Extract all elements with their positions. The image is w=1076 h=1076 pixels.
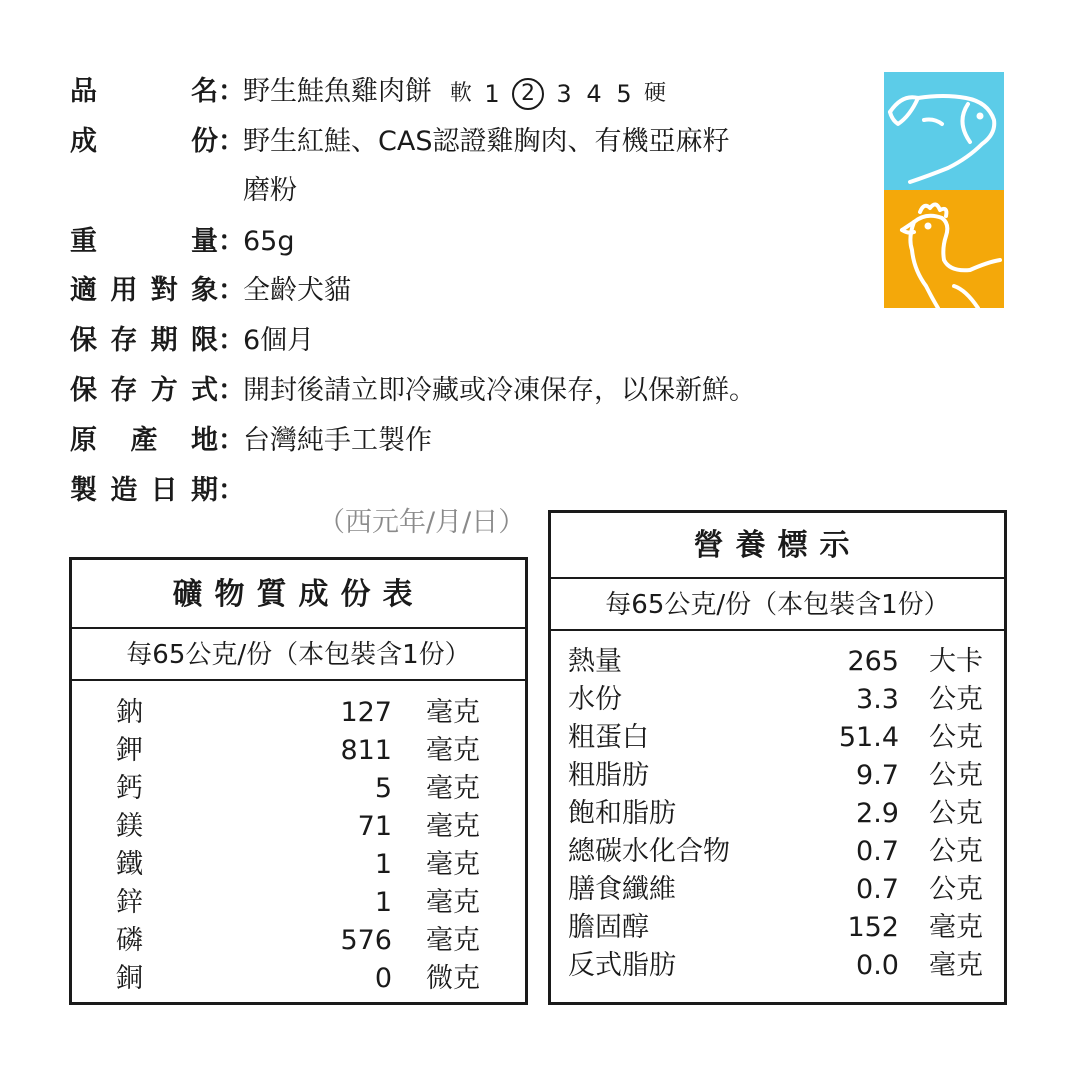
nutrient-name: 飽和脂肪 xyxy=(568,798,676,829)
label-char: 原 xyxy=(70,425,97,456)
nutrient-unit: 毫克 xyxy=(929,950,983,981)
label-char: 方 xyxy=(150,375,178,406)
texture-scale xyxy=(450,74,666,114)
mineral-value: 1 xyxy=(374,849,392,880)
nutrient-value: 152 xyxy=(847,912,899,943)
nutrient-name: 粗脂肪 xyxy=(568,760,649,791)
nutrient-name: 水份 xyxy=(568,684,622,715)
colon: ： xyxy=(218,126,245,157)
mineral-unit: 毫克 xyxy=(426,735,480,766)
nutrient-row xyxy=(551,643,1004,681)
mineral-row xyxy=(72,960,525,998)
nutrient-name: 反式脂肪 xyxy=(568,950,676,981)
colon: ： xyxy=(218,425,245,456)
nutrition-table-serving: 每65公克/份（本包裝含1份） xyxy=(551,579,1004,631)
mineral-table xyxy=(69,557,528,1005)
nutrient-unit: 公克 xyxy=(929,798,983,829)
label-char: 名 xyxy=(191,76,218,107)
texture-levels xyxy=(482,74,634,114)
nutrient-name: 熱量 xyxy=(568,646,622,677)
mineral-row xyxy=(72,732,525,770)
nutrient-name: 總碳水化合物 xyxy=(568,836,730,867)
nutrient-value: 9.7 xyxy=(856,760,899,791)
nutrient-row xyxy=(551,833,1004,871)
texture-level: 3 xyxy=(556,80,572,108)
label-char: 品 xyxy=(70,76,97,107)
weight-value: 65g xyxy=(243,226,295,257)
label-char: 象 xyxy=(190,275,218,306)
mineral-name: 銅 xyxy=(116,963,143,994)
nutrient-name: 膽固醇 xyxy=(568,912,649,943)
label-char: 量 xyxy=(191,226,218,257)
mineral-name: 鈉 xyxy=(116,697,143,728)
mineral-value: 811 xyxy=(340,735,392,766)
nutrient-value: 3.3 xyxy=(856,684,899,715)
texture-soft-label: 軟 xyxy=(450,81,473,106)
label-char: 用 xyxy=(110,275,138,306)
label-char: 保 xyxy=(70,375,97,406)
storage-label xyxy=(70,371,218,411)
mineral-unit: 毫克 xyxy=(426,849,480,880)
label-char: 存 xyxy=(110,325,138,356)
colon: ： xyxy=(218,325,245,356)
nutrient-row xyxy=(551,947,1004,985)
nutrient-value: 0.0 xyxy=(856,950,899,981)
nutrient-name: 膳食纖維 xyxy=(568,874,676,905)
colon: ： xyxy=(218,76,245,107)
texture-hard-label: 硬 xyxy=(644,81,667,106)
label-char: 存 xyxy=(110,375,138,406)
mineral-row xyxy=(72,884,525,922)
nutrient-row xyxy=(551,795,1004,833)
target-label xyxy=(70,271,218,311)
origin-value: 台灣純手工製作 xyxy=(243,425,432,456)
mineral-unit: 毫克 xyxy=(426,697,480,728)
mineral-unit: 毫克 xyxy=(426,887,480,918)
texture-level: 1 xyxy=(484,80,500,108)
mineral-table-serving: 每65公克/份（本包裝含1份） xyxy=(72,629,525,681)
nutrient-row xyxy=(551,681,1004,719)
mineral-name: 磷 xyxy=(116,925,143,956)
label-char: 造 xyxy=(110,475,138,506)
label-char: 適 xyxy=(70,275,97,306)
colon: ： xyxy=(218,375,245,406)
mineral-table-rows xyxy=(72,694,525,998)
mineral-row xyxy=(72,846,525,884)
mineral-unit: 毫克 xyxy=(426,773,480,804)
nutrient-value: 2.9 xyxy=(856,798,899,829)
ingredient-icons xyxy=(884,72,1004,308)
nutrient-unit: 公克 xyxy=(929,684,983,715)
mineral-unit: 微克 xyxy=(426,963,480,994)
mineral-name: 鐵 xyxy=(116,849,143,880)
label-char: 地 xyxy=(191,425,218,456)
nutrient-name: 粗蛋白 xyxy=(568,722,649,753)
ingredients-line2: 磨粉 xyxy=(243,175,297,206)
target-value: 全齡犬貓 xyxy=(243,275,351,306)
mineral-name: 鈣 xyxy=(116,773,143,804)
label-char: 限 xyxy=(190,325,218,356)
label-char: 成 xyxy=(70,126,97,157)
mineral-row xyxy=(72,770,525,808)
ingredients-line1: 野生紅鮭、CAS認證雞胸肉、有機亞麻籽 xyxy=(243,126,730,157)
mineral-value: 127 xyxy=(340,697,392,728)
mineral-name: 鋅 xyxy=(116,887,143,918)
colon: ： xyxy=(218,475,245,506)
nutrient-value: 0.7 xyxy=(856,874,899,905)
label-char: 日 xyxy=(150,475,178,506)
mineral-value: 0 xyxy=(374,963,392,994)
colon: ： xyxy=(218,226,245,257)
nutrient-unit: 毫克 xyxy=(929,912,983,943)
shelf-life-label xyxy=(70,321,218,361)
name-label xyxy=(70,72,218,112)
mineral-value: 576 xyxy=(340,925,392,956)
mineral-value: 5 xyxy=(374,773,392,804)
fish-icon xyxy=(884,72,1004,190)
storage-value: 開封後請立即冷藏或冷凍保存，以保新鮮。 xyxy=(243,375,756,406)
mineral-value: 1 xyxy=(374,887,392,918)
nutrient-row xyxy=(551,719,1004,757)
label-char: 保 xyxy=(70,325,97,356)
date-format-note: （西元年/月/日） xyxy=(318,507,526,538)
shelf-life-value: 6個月 xyxy=(243,325,315,356)
nutrient-unit: 大卡 xyxy=(929,646,983,677)
ingredients-label xyxy=(70,122,218,162)
label-char: 重 xyxy=(70,226,97,257)
nutrient-value: 51.4 xyxy=(838,722,899,753)
nutrient-unit: 公克 xyxy=(929,874,983,905)
texture-level: 5 xyxy=(616,80,632,108)
chicken-icon xyxy=(884,190,1004,308)
mineral-unit: 毫克 xyxy=(426,811,480,842)
mineral-name: 鉀 xyxy=(116,735,143,766)
mineral-name: 鎂 xyxy=(116,811,143,842)
nutrient-unit: 公克 xyxy=(929,836,983,867)
colon: ： xyxy=(218,275,245,306)
nutrient-row xyxy=(551,909,1004,947)
label-char: 對 xyxy=(150,275,178,306)
label-char: 期 xyxy=(150,325,178,356)
label-char: 份 xyxy=(191,126,218,157)
nutrient-unit: 公克 xyxy=(929,760,983,791)
nutrient-row xyxy=(551,757,1004,795)
nutrition-table-rows xyxy=(551,643,1004,985)
texture-level-selected: 2 xyxy=(512,78,544,110)
product-name: 野生鮭魚雞肉餅 xyxy=(243,76,432,107)
mineral-value: 71 xyxy=(357,811,392,842)
nutrition-table-title: 營養標示 xyxy=(551,513,1004,579)
nutrient-value: 265 xyxy=(847,646,899,677)
texture-level: 4 xyxy=(586,80,602,108)
mineral-table-title: 礦物質成份表 xyxy=(72,560,525,629)
mineral-row xyxy=(72,694,525,732)
mineral-unit: 毫克 xyxy=(426,925,480,956)
nutrient-row xyxy=(551,871,1004,909)
nutrient-unit: 公克 xyxy=(929,722,983,753)
nutrient-value: 0.7 xyxy=(856,836,899,867)
label-char: 產 xyxy=(130,425,158,456)
mineral-row xyxy=(72,808,525,846)
label-char: 式 xyxy=(190,375,218,406)
mineral-row xyxy=(72,922,525,960)
manufacture-date-label xyxy=(70,471,218,511)
nutrition-table xyxy=(548,510,1007,1005)
name-value-wrap xyxy=(243,72,666,114)
label-char: 製 xyxy=(70,475,97,506)
label-char: 期 xyxy=(190,475,218,506)
weight-label xyxy=(70,222,218,262)
origin-label xyxy=(70,421,218,461)
